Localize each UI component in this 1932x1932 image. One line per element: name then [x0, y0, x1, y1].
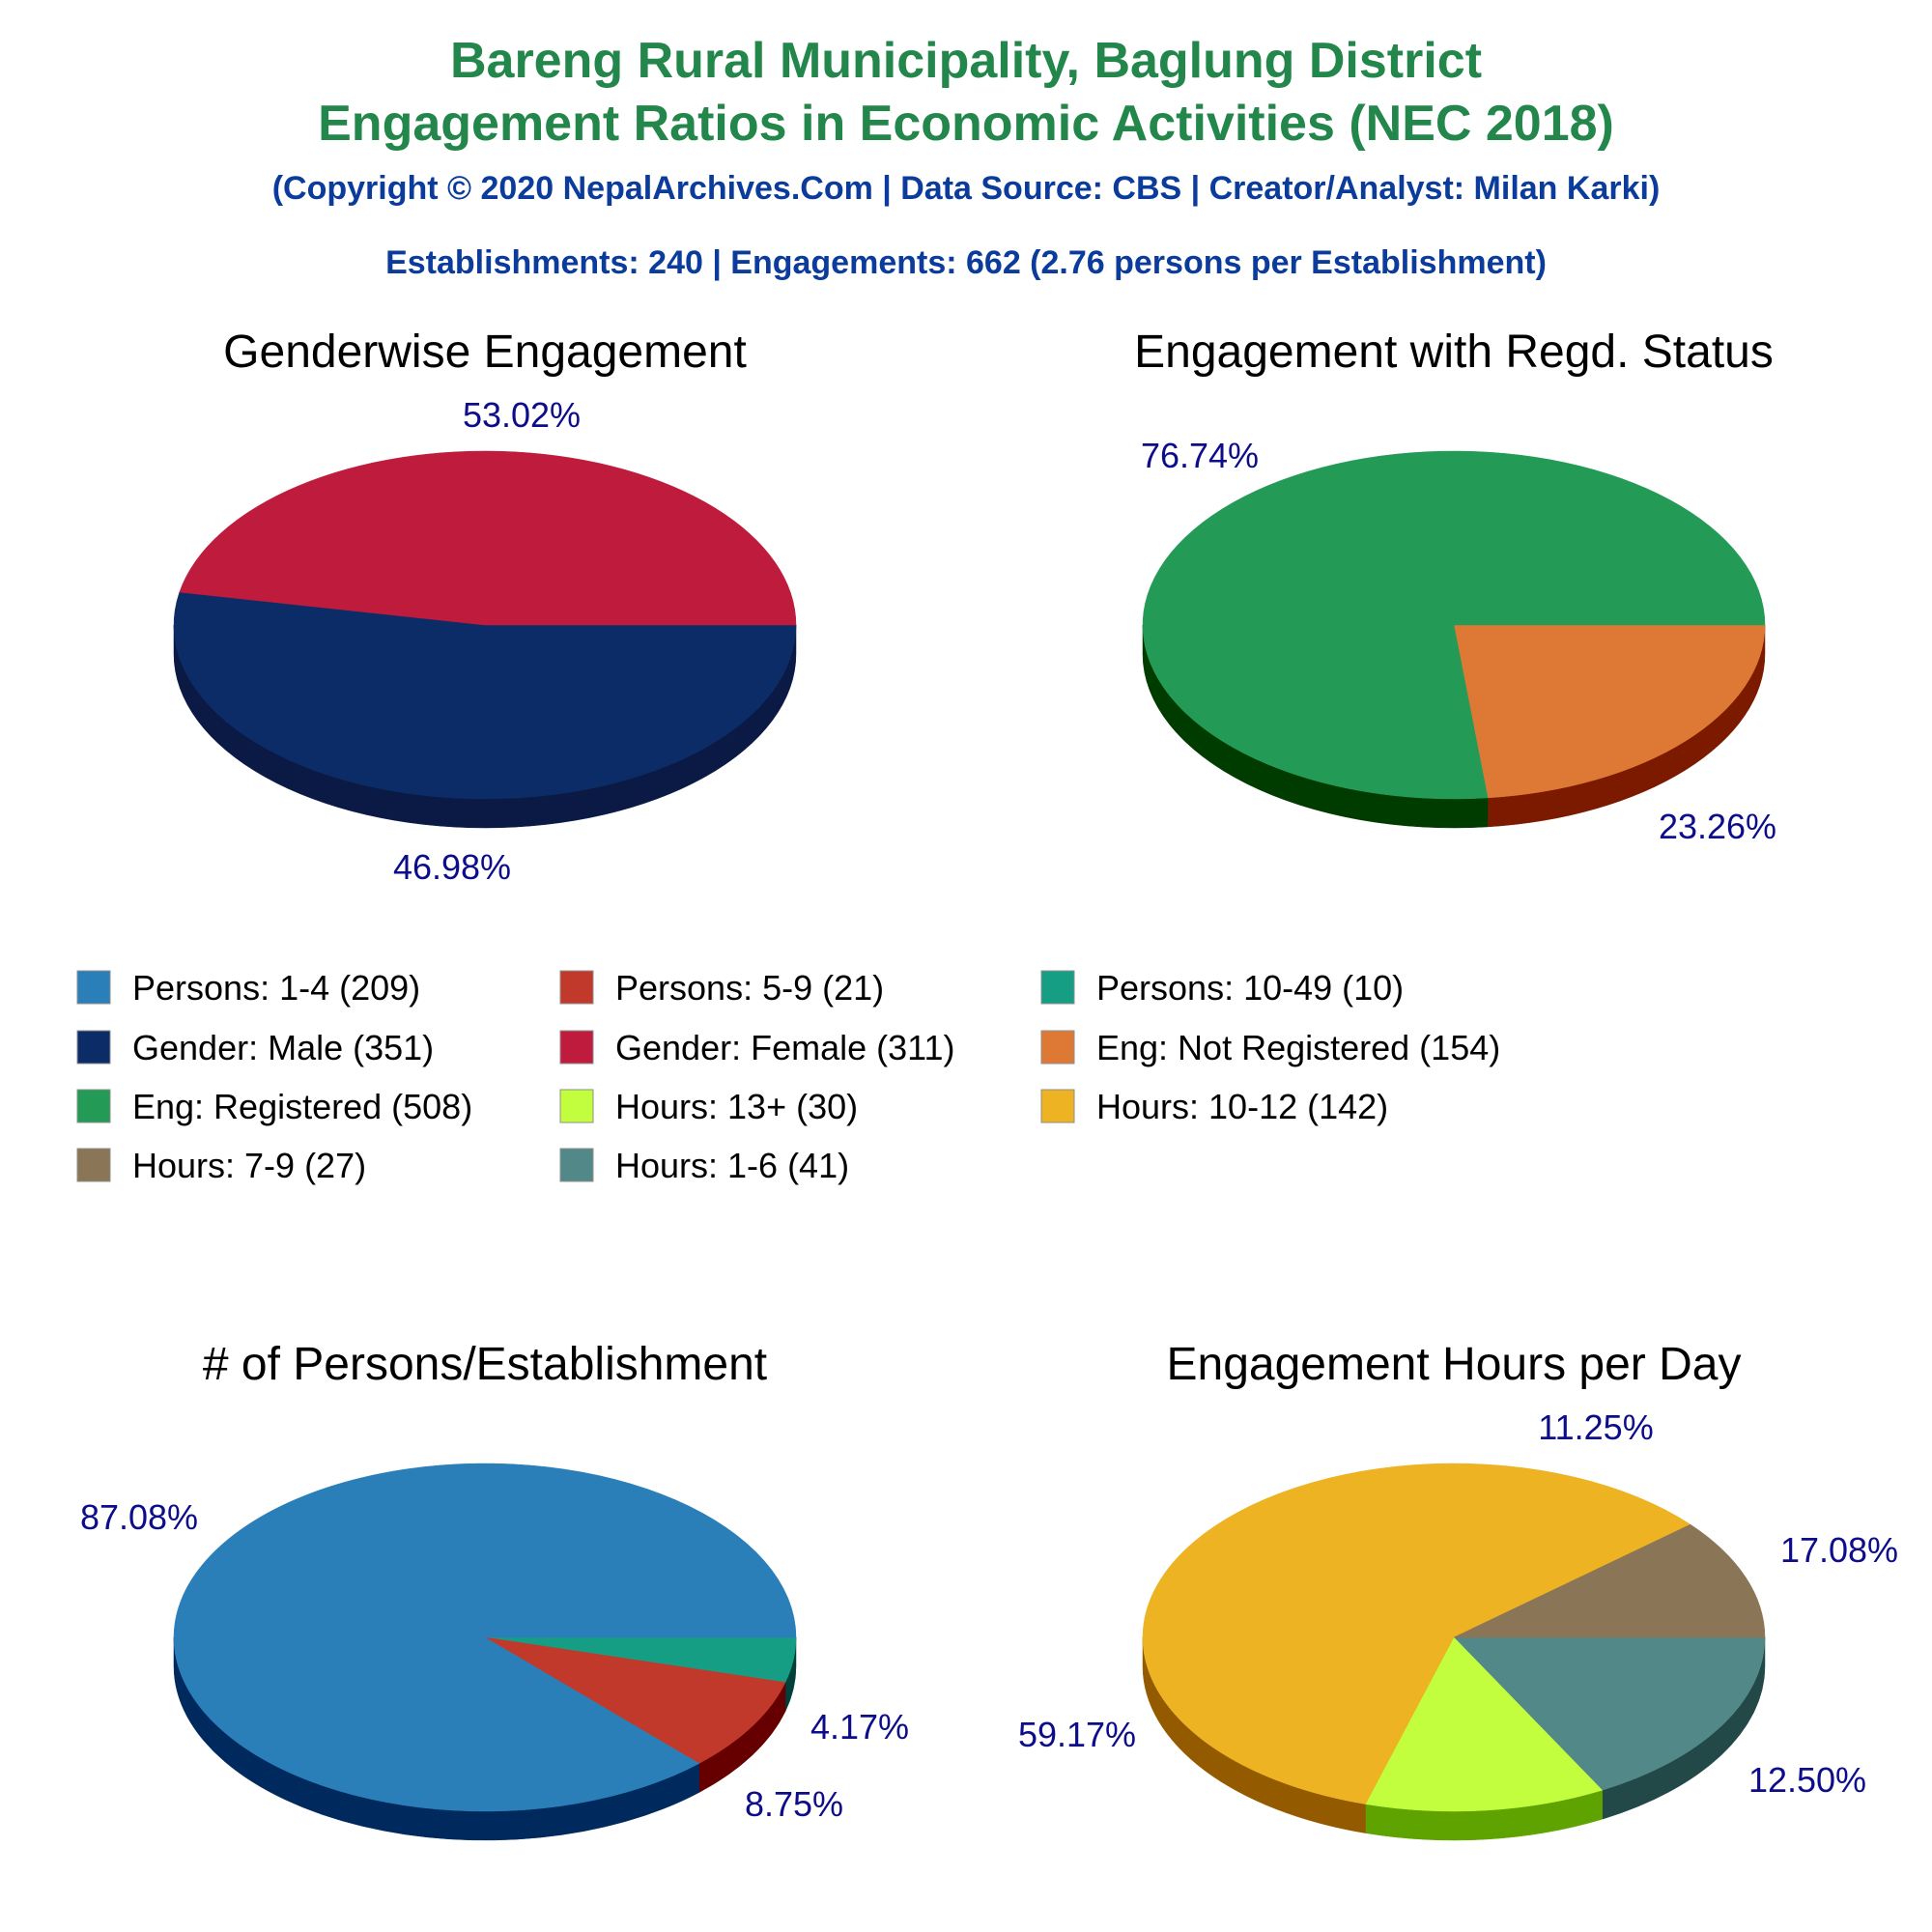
pie-body-gender	[174, 395, 796, 887]
legend-label: Hours: 13+ (30)	[615, 1087, 859, 1126]
copyright-line: (Copyright © 2020 NepalArchives.Com | Data Source: CBS | Creator/Analyst: Milan Karki)	[271, 170, 1661, 207]
pie-label-gender-male: 53.02%	[462, 395, 582, 435]
pie-chart-gender	[174, 327, 796, 887]
legend-label: Persons: 1-4 (209)	[132, 968, 421, 1008]
pie-label-persons-5-9: 8.75%	[744, 1784, 844, 1824]
legend-item-hours-13-30	[560, 1087, 858, 1126]
pie-title-hours: Engagement Hours per Day	[1166, 1339, 1742, 1390]
legend-item-eng-registered-508	[77, 1087, 472, 1126]
legend-label: Gender: Male (351)	[132, 1028, 435, 1067]
pie-title-gender: Genderwise Engagement	[223, 327, 747, 378]
legend-item-eng-not-registered-154	[1041, 1028, 1500, 1067]
summary-line: Establishments: 240 | Engagements: 662 (2.76 persons per Establishment)	[385, 244, 1547, 281]
pie-slice-eng-not-registered	[1454, 625, 1765, 798]
legend-label: Eng: Not Registered (154)	[1096, 1028, 1501, 1067]
legend-swatch	[1041, 1090, 1074, 1122]
legend-label: Hours: 7-9 (27)	[132, 1146, 367, 1185]
legend-item-gender-female-311	[560, 1028, 955, 1067]
pie-label-hours-1-6: 17.08%	[1779, 1530, 1899, 1570]
legend-swatch	[560, 1149, 593, 1181]
pie-body-registration	[1141, 436, 1776, 846]
legend-swatch	[560, 1090, 593, 1122]
legend-label: Hours: 1-6 (41)	[615, 1146, 850, 1185]
pie-label-persons-1-4: 87.08%	[79, 1497, 199, 1537]
legend	[77, 968, 1500, 1185]
pie-slice-gender-female	[180, 451, 796, 625]
legend-item-persons-1-4-209	[77, 968, 420, 1008]
pie-label-hours-7-9: 11.25%	[1538, 1407, 1654, 1447]
legend-item-persons-10-49-10	[1041, 968, 1404, 1008]
legend-label: Hours: 10-12 (142)	[1096, 1087, 1389, 1126]
legend-swatch	[1041, 971, 1074, 1004]
header	[272, 33, 1661, 281]
pie-label-eng-not-registered: 23.26%	[1658, 807, 1777, 846]
legend-item-persons-5-9-21	[560, 968, 884, 1008]
legend-swatch	[77, 971, 110, 1004]
pie-label-eng-registered: 76.74%	[1140, 436, 1260, 475]
legend-item-hours-10-12-142	[1041, 1087, 1388, 1126]
legend-item-gender-male-351	[77, 1028, 434, 1067]
legend-item-hours-7-9-27	[77, 1146, 366, 1185]
main-title-line-1: Bareng Rural Municipality, Baglung District	[449, 33, 1483, 89]
legend-swatch	[560, 971, 593, 1004]
pie-chart-persons	[80, 1339, 909, 1840]
pie-label-hours-13: 12.50%	[1747, 1760, 1867, 1800]
pie-chart-registration	[1134, 327, 1776, 846]
legend-swatch	[77, 1149, 110, 1181]
legend-swatch	[77, 1090, 110, 1122]
main-title-line-2: Engagement Ratios in Economic Activities (NEC 2018)	[318, 96, 1614, 152]
pie-label-hours-10-12: 59.17%	[1017, 1715, 1137, 1754]
legend-swatch	[560, 1031, 593, 1064]
pie-title-registration: Engagement with Regd. Status	[1134, 327, 1774, 378]
pie-label-gender-female: 46.98%	[392, 847, 512, 887]
legend-label: Persons: 5-9 (21)	[615, 968, 885, 1008]
pie-title-persons: # of Persons/Establishment	[202, 1339, 768, 1390]
legend-swatch	[77, 1031, 110, 1064]
pie-body-hours	[1018, 1407, 1898, 1840]
legend-label: Eng: Registered (508)	[132, 1087, 473, 1126]
legend-label: Gender: Female (311)	[615, 1028, 955, 1067]
pie-chart-hours	[1018, 1339, 1898, 1840]
legend-item-hours-1-6-41	[560, 1146, 849, 1185]
pie-label-persons-10-49: 4.17%	[810, 1707, 910, 1747]
legend-swatch	[1041, 1031, 1074, 1064]
legend-label: Persons: 10-49 (10)	[1096, 968, 1405, 1008]
pie-body-persons	[80, 1463, 909, 1840]
